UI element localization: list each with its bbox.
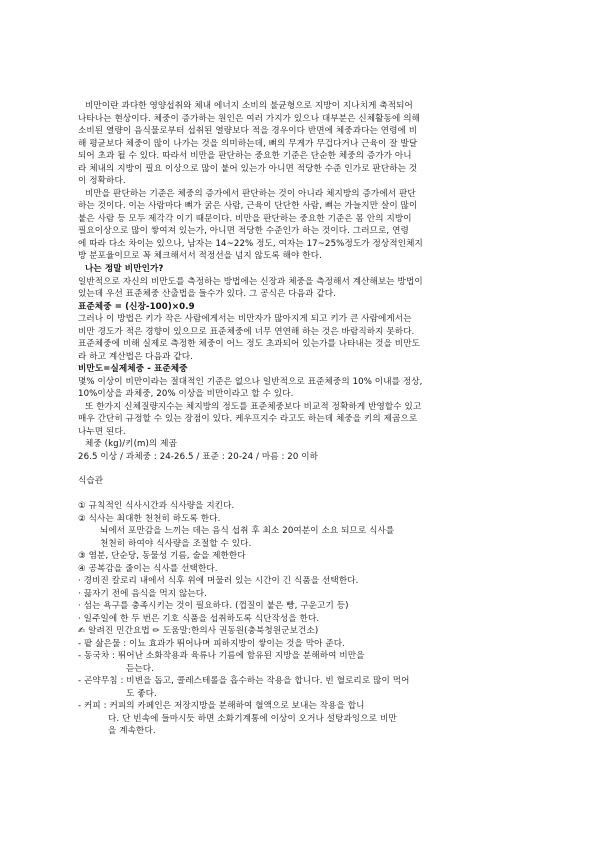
body-line: 있는데 우선 표준체중 산출법을 들수가 있다. 그 공식은 다음과 같다. xyxy=(78,289,336,299)
intro-line: 나타나는 현상이다. 체중이 증가하는 원인은 여러 가지가 있으나 대부분은 신체활동에 의해 xyxy=(78,113,421,124)
intro-line: 라 체내의 지방이 필요 이상으로 많이 붙어 있는가 아니면 적당한 수준 인가로 판단하는 것 xyxy=(78,163,418,174)
section-heading: 나는 정말 비만인가? xyxy=(85,264,164,274)
bmi-ranges: 26.5 이상 / 과체중 : 24-26.5 / 표준 : 20-24 / 마름 : 20 이하 xyxy=(78,451,319,462)
list-item: · 끓자기 전에 음식을 먹지 않는다. xyxy=(78,588,208,599)
list-item: ① 규칙적인 식사시간과 식사량을 지킨다. xyxy=(78,501,235,511)
section-heading: 식습관 xyxy=(78,476,104,486)
standard-weight-formula: 표준체중 = (신장-100)×0.9 xyxy=(78,301,195,312)
intro-line: 되어 초과 될 수 있다. 따라서 비만을 판단하는 중요한 기준은 단순한 체중의 증가가 아니 xyxy=(78,151,412,161)
intro-line: 소비된 열량이 음식물로부터 섭취된 열량보다 적을 경우이다 반면에 체중과다는 연령에 비 xyxy=(78,126,418,136)
body-line: 그러나 이 방법은 키가 작은 사람에게서는 비만자가 많아지게 되고 키가 큰 사람에게서는 xyxy=(78,314,412,324)
body-line: 나누면 된다. xyxy=(78,426,126,437)
intro-line: 하는 것이다. 이는 사람마다 뼈가 굵은 사람, 근육이 단단한 사람, 뼈는 가늘지만 살이 많이 xyxy=(78,201,418,211)
obesity-index-formula: 비만도=실제체중 - 표준체중 xyxy=(78,364,188,374)
list-item: · 섬는 욕구를 충족시키는 것이 필요하다. (껍질이 붙은 빵, 구운고기 등) xyxy=(78,601,349,611)
list-item: ② 식사는 최대한 천천히 하도록 한다. xyxy=(78,513,221,524)
list-item: · 경비진 칼로리 내에서 식후 위에 머물러 있는 시간이 긴 식품을 선택한다. xyxy=(78,576,359,586)
body-line: 표준체중에 비해 실제로 측정한 체중이 어느 정도 초과되어 있는가를 나타내는 것을 비만도 xyxy=(78,339,421,349)
list-item: - 커피 : 커피의 카페인은 저장지방을 분해하여 혈액으로 보내는 작용을 합니 xyxy=(78,701,365,711)
list-item: - 곤약무침 : 비변을 돕고, 콜레스테롤을 흡수하는 작용을 합니다. 빈 혈로리로 많이 먹어 xyxy=(78,676,410,686)
intro-line: 붙은 사람 등 모두 제각각 이기 때문이다. 비만을 판단하는 중요한 기준은 몸 안의 지방이 xyxy=(78,213,412,224)
intro-line: 필요이상으로 많이 쌓여져 있는가, 아니면 적당한 수준인가 하는 것이다. 그러므로, 연령 xyxy=(78,226,409,236)
list-item: - 동국차 : 뛰어난 소화작용과 육류나 기름에 함유된 지방을 분해하여 비만을 xyxy=(78,651,365,661)
list-item: 도 좋다. xyxy=(126,688,157,699)
intro-line: 이 정확하다. xyxy=(78,176,126,186)
list-item: - 팥 삶은물 : 이뇨 효과가 뛰어나며 피하지방이 쌓이는 것을 막아 준다. xyxy=(78,638,346,649)
body-line: 10%이상을 과체중, 20% 이상을 비만이라고 할 수 있다. xyxy=(78,389,294,399)
body-line: 비만 경도가 적은 경향이 있으므로 표준체중에 너무 연연해 하는 것은 바람직하지 못하다. xyxy=(78,326,415,337)
body-line: 일반적으로 자신의 비만도를 측정하는 방법에는 신장과 체중을 측정해서 계산해보는 방법이 xyxy=(78,276,423,287)
body-line: 몇% 이상이 비만이라는 절대적인 기준은 없으나 일반적으로 표준체중의 10% 이내를 정상, xyxy=(78,376,423,387)
list-item: 천천히 하여야 식사량을 조절할 수 있다. xyxy=(100,538,252,549)
list-item: 다. 단 빈속에 들마시듯 하면 소화기계통에 이상이 오거나 설탕과잉으로 비만 xyxy=(108,713,397,724)
list-item: 뇌에서 포만감을 느끼는 데는 음식 섭취 후 최소 20여분이 소요 되므로 식사를 xyxy=(100,526,395,536)
body-line: 또 한가지 신체질량지수는 체지방의 정도를 표준체중보다 비교적 정확하게 반영할수 있고 xyxy=(85,401,422,412)
habits-section xyxy=(78,475,520,488)
intro-line: 비만이란 과다한 영양섭취와 체내 에너지 소비의 불균형으로 지방이 지나치게 축적되어 xyxy=(85,101,413,111)
intro-line: 방 분포율이므로 꼭 체크해서서 적정선을 넘지 않도록 해야 한다. xyxy=(78,251,322,261)
list-item: ✍ 알려진 민간요법 ✏ 도움말:한의사 권동원(충북청원군보건소) xyxy=(78,626,319,636)
list-item: ④ 공복감을 줄이는 식사를 선택한다. xyxy=(78,563,218,574)
list-item: 을 계속한다. xyxy=(108,726,156,736)
intro-section xyxy=(78,100,520,263)
body-line: 매우 간단히 규정할 수 있는 장점이 있다. 케우프지수 라고도 하는데 체중을 키의 제곱으로 xyxy=(78,414,418,424)
bmi-formula: 체중 (kg)/키(m)의 제곱 xyxy=(85,439,177,449)
list-item: 듣는다. xyxy=(126,663,155,674)
intro-line: 해 평균보다 체중이 많이 나가는 것을 의미하는데, 뼈의 무게가 무겁다거나 근육이 잘 발달 xyxy=(78,138,418,149)
body-line: 라 하고 계산법은 다음과 같다. xyxy=(78,351,193,362)
habits-list xyxy=(78,500,520,738)
obesity-section xyxy=(78,263,520,463)
intro-line: 에 따라 다소 차이는 있으나, 남자는 14~22% 정도, 여자는 17~25%정도가 정상적인체지 xyxy=(78,238,423,249)
list-item: · 일주일에 한 두 번은 기호 식품을 섭취하도록 식단작성을 한다. xyxy=(78,613,320,624)
intro-line: 비만을 판단하는 기준은 체중의 증가에서 판단하는 것이 아니라 체지방의 증가에서 판단 xyxy=(85,188,416,199)
list-item: ③ 염분, 단순당, 동물성 기름, 술을 제한한다 xyxy=(78,551,246,561)
